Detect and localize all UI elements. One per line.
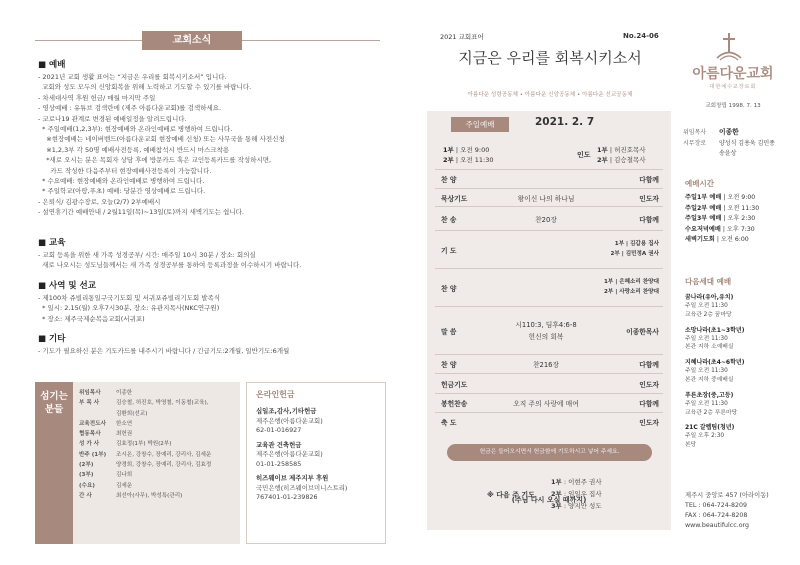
order-title: 찬 양 <box>441 176 457 184</box>
news-section-heading: ■ 교육 <box>38 238 66 248</box>
staff-names: 최헌권 <box>116 431 133 438</box>
prayer-row <box>551 488 602 500</box>
next-generation-group <box>685 423 744 450</box>
news-line-text: - 기도가 필요하신 분은 기도카드를 내주시기 바랍니다 / 긴급기도:2개월, 일반기도:6개월 <box>38 347 290 355</box>
church-name: 아름다운교회 <box>692 66 774 82</box>
order-content: 오직 주의 사랑에 매여 <box>513 400 579 408</box>
staff-row <box>79 409 237 419</box>
worship-date: 2021. 2. 7 <box>535 116 595 128</box>
news-line-text: - 차세대사역 후원 헌금/ 매월 마지막 주일 <box>38 93 156 102</box>
news-section <box>38 332 383 356</box>
order-title: 축 도 <box>441 419 457 427</box>
next-generation-detail: 교육관 2층 푸른마당 <box>685 409 738 416</box>
staff-role: 협동목사 <box>79 431 101 438</box>
order-title: 헌금기도 <box>441 380 468 389</box>
online-offering-account: 767401-01-239826 <box>256 493 318 501</box>
worship-times <box>443 145 494 165</box>
service-time-row <box>685 235 759 246</box>
news-section <box>38 279 383 324</box>
order-row <box>435 230 663 268</box>
service-times-title: 예배시간 <box>685 179 714 188</box>
staff-row <box>79 388 237 398</box>
elders-line-1: 양성식 김용욱 김민종 <box>719 139 775 147</box>
worship-time: | 오전 9:00 <box>453 146 490 154</box>
senior-pastor-label: 위임목사 <box>683 129 707 136</box>
news-line-text: ※현장예배는 네이버밴드(아름다운교회 현장예배 신청) 또는 사무국을 통해 사전신청 <box>38 135 285 144</box>
contact-line: FAX : 064-724-8208 <box>685 512 748 519</box>
invocation-row <box>597 145 646 155</box>
service-time: | 오후 2:30 <box>721 215 756 222</box>
prayer-part: 1부 <box>551 478 562 486</box>
worship-order-panel <box>427 111 671 530</box>
next-generation-name: 21C 갈렙팀(청년) <box>685 424 735 432</box>
next-generation-detail: 본관 지하 소예배실 <box>685 344 734 351</box>
news-line-text: * 장소: 제주국제순복음교회(서귀포) <box>38 314 145 323</box>
order-role <box>597 240 663 259</box>
order-title: 봉헌찬송 <box>441 400 468 408</box>
prayer-row <box>551 476 602 488</box>
staff-names: 김효정(1부) 박원(2부) <box>116 441 172 448</box>
invocation-row <box>597 155 646 165</box>
staff-row <box>79 481 237 491</box>
service-name: 수요저녁예배 <box>685 225 721 233</box>
next-generation-name: 지혜나라(초4~6학년) <box>685 359 745 367</box>
staff-role: (3부) <box>79 472 94 479</box>
staff-names: 조시온, 강창수, 장예리, 강리사, 김세운 <box>116 451 212 458</box>
staff-row <box>79 398 237 408</box>
service-time-row <box>685 225 759 236</box>
prayer-part: 2부 <box>551 490 562 498</box>
contact-line: www.beautifulcc.org <box>685 522 750 529</box>
service-time: | 오전 6:00 <box>714 236 749 243</box>
prayer-name: : 이현주 권사 <box>561 478 602 486</box>
next-generation-detail: 주일 오후 2:30 <box>685 433 725 440</box>
worship-part: 2부 <box>443 156 454 164</box>
staff-role: (2부) <box>79 462 94 469</box>
order-row <box>435 188 663 206</box>
next-generation-list <box>685 293 744 450</box>
order-role: 다함께 <box>639 361 659 369</box>
contact-line: 제주시 중앙로 457 (아라이동) <box>685 492 769 499</box>
order-title: 찬 송 <box>441 215 457 224</box>
news-line-text: - 설연휴기간 예배안내 / 2월11일(목)~13일(토)까지 새벽기도는 쉽니다. <box>38 208 244 217</box>
next-generation-title: 다음세대 예배 <box>685 277 732 286</box>
next-generation-detail: 본관 지하 중예배실 <box>685 376 734 383</box>
next-generation-detail: 주일 오전 11:30 <box>685 400 728 407</box>
order-role: 다함께 <box>639 176 659 184</box>
online-offering-account: 제주은행(아름다운교회) <box>256 416 323 425</box>
news-line-text: * 수요예배: 현장예배와 온라인예배로 병행하여 드립니다. <box>38 177 205 186</box>
news-line-text: ※1,2,3부 각 50명 예배사전등록, 예배참석시 반드시 마스크착용 <box>38 145 230 154</box>
staff-role: 성 가 사 <box>79 441 100 448</box>
invocation-name: | 허진호목사 <box>607 146 646 154</box>
church-missions: 아름다운 성령공동체 • 아름다운 신앙공동체 • 아름다운 선교공동체 <box>467 92 633 98</box>
service-time: | 오후 7:30 <box>720 225 755 233</box>
next-generation-group <box>685 391 744 418</box>
order-title: 묵상기도 <box>441 194 468 203</box>
service-times <box>685 178 759 246</box>
next-generation-name: 푸른초장(중,고등) <box>685 391 734 399</box>
order-row <box>435 412 663 431</box>
staff-names: 김나희 <box>116 472 133 479</box>
next-week-prayer-list <box>551 476 602 512</box>
invocation-part: 1부 <box>597 146 608 154</box>
service-time: | 오전 9:00 <box>721 194 756 201</box>
service-times-list <box>685 193 759 246</box>
next-generation-services <box>685 276 744 450</box>
next-generation-name: 꿈나라(유아,유치) <box>685 294 734 301</box>
order-title: 말 씀 <box>441 327 457 336</box>
prayer-row <box>551 500 602 512</box>
online-offering-account: 62-01-016927 <box>256 426 302 434</box>
service-time: | 오전 11:30 <box>721 204 760 212</box>
online-offering-name: 히즈웨이브 제주지부 후원 <box>256 474 329 482</box>
next-generation-group <box>685 358 744 385</box>
invocation-leaders <box>597 145 646 165</box>
order-role-line: 2부 | 사랑소리 찬양대 <box>603 288 659 295</box>
contact-line: TEL : 064-724-8209 <box>685 502 748 509</box>
next-generation-detail: 교육관 2층 꿈마당 <box>685 311 732 318</box>
staff-role: (수요) <box>79 482 95 489</box>
news-line-text: - 은퇴식/ 김광수장로, 오늘(2/7) 2부예배시 <box>38 197 161 206</box>
elders-line-2: 송윤상 <box>719 150 737 157</box>
worship-header <box>427 111 671 137</box>
news-line-text: * 주일학교(아땅,푸초) 예배: 당분간 영상예배로 드립니다. <box>38 187 206 196</box>
order-row <box>435 268 663 306</box>
news-section-heading: ■ 사역 및 선교 <box>38 281 96 291</box>
staff-panel-title: 섬기는 분들 <box>35 382 73 544</box>
news-line-text: - 영상예배 : 유튜브 검색란에 (제주 아름다운교회)를 검색하세요. <box>38 104 222 113</box>
staff-row <box>79 450 237 460</box>
church-motto: 지금은 우리를 회복시키소서 <box>458 49 642 67</box>
service-name: 주일2부 예배 <box>685 204 722 212</box>
benediction-note: (주님 다시 오실 때까지) <box>511 496 587 504</box>
news-line-text: - 제100차 쥬빌리통일구국기도회 및 서귀포쥬빌리기도회 발족식 <box>38 294 221 302</box>
staff-row <box>79 439 237 449</box>
service-time-row <box>685 204 759 215</box>
news-line-text: 새로 나오시는 성도님들께서는 새 가족 성경공부를 통하여 등록과정을 이수하시기 바랍니다. <box>38 261 302 270</box>
order-row <box>435 393 663 412</box>
order-row <box>435 306 663 354</box>
staff-names: 김환희(선교) <box>116 410 148 417</box>
service-name: 주일1부 예배 <box>685 194 722 201</box>
staff-role: 반주 (1부) <box>79 451 107 458</box>
next-generation-group <box>685 293 744 320</box>
next-generation-detail: 주일 오전 11:30 <box>685 368 728 375</box>
church-founded: 교회창립 1998. 7. 13 <box>705 103 761 109</box>
order-role: 다함께 <box>639 215 659 224</box>
news-line-text: 교회와 성도 모두의 신앙회복을 위해 노력하고 기도할 수 있기를 바랍니다. <box>38 83 252 92</box>
worship-time-row <box>443 155 494 165</box>
staff-row <box>79 491 237 501</box>
service-name: 새벽기도회 <box>685 236 715 243</box>
offering-note: 헌금은 들어오시면서 헌금함에 기도하시고 넣어 주세요. <box>447 444 652 461</box>
next-generation-detail: 주일 오전 11:30 <box>685 335 728 342</box>
staff-names: 김세운 <box>116 482 133 489</box>
order-role: 다함께 <box>639 400 659 408</box>
order-row <box>435 169 663 188</box>
order-role: 이종한목사 <box>626 327 659 336</box>
worship-part: 1부 <box>443 146 454 154</box>
elders-label: 시무장로 <box>683 139 707 147</box>
staff-names: 최선아(사무), 박성특(관리) <box>116 492 183 499</box>
service-name: 주일3부 예배 <box>685 215 722 222</box>
church-leaders <box>683 127 775 160</box>
staff-row <box>79 429 237 439</box>
order-content: 찬216장 <box>532 361 560 369</box>
news-line-text: - 교회 등록을 위한 새 가족 성경공부/ 시간: 매주일 10시 30분 / 장소: 회의실 <box>38 251 256 259</box>
order-content-line: 시110:3, 딤후4:6-8 <box>515 320 577 329</box>
news-line-text: - 2021년 교회 생활 표어는 “지금은 우리를 회복시키소서” 입니다. <box>38 73 227 81</box>
news-section-heading: ■ 기타 <box>38 334 66 344</box>
next-week-prayer-label: ※ 다음 주 기도 <box>487 491 535 499</box>
order-content-line: 헌신의 회복 <box>528 332 564 341</box>
next-generation-detail: 본당 <box>685 442 697 449</box>
order-row <box>435 354 663 373</box>
online-offering-group <box>256 407 376 436</box>
prayer-name: : 임일우 집사 <box>561 490 602 498</box>
order-content: 찬20장 <box>535 215 557 224</box>
church-contact <box>685 491 769 531</box>
staff-names: 한소연 <box>116 420 133 427</box>
next-generation-group <box>685 326 744 353</box>
online-offering-box <box>246 382 386 544</box>
news-line-text: *새로 오시는 분은 목회자 상담 후에 방문카드 혹은 교인등록카드를 작성하시면, <box>38 156 272 165</box>
order-content <box>495 319 597 343</box>
invocation-label: 인도 <box>577 151 591 159</box>
order-role: 인도자 <box>639 380 659 389</box>
staff-role: 교육전도사 <box>79 420 107 427</box>
worship-label: 주일예배 <box>451 117 509 132</box>
order-role-line: 1부 | 김갑용 집사 <box>614 241 659 247</box>
staff-names: 양경희, 강창수, 장예리, 강리사, 김효정 <box>116 462 212 469</box>
order-role <box>597 278 663 297</box>
news-section-heading: ■ 예배 <box>38 60 66 70</box>
online-offering-account: 01-01-258585 <box>256 459 302 468</box>
service-time-row <box>685 193 759 204</box>
staff-panel <box>35 382 240 544</box>
order-title: 찬 양 <box>441 361 457 369</box>
invocation-part: 2부 <box>597 156 608 164</box>
order-role-line: 1부 | 은혜소리 찬양대 <box>603 279 659 285</box>
online-offering-group <box>256 474 376 503</box>
church-denomination: 대한예수교장로회 <box>709 84 757 90</box>
order-of-service <box>435 169 663 431</box>
staff-role <box>79 409 116 419</box>
order-row <box>435 206 663 230</box>
online-offering-title: 온라인헌금 <box>256 390 295 399</box>
staff-list <box>79 388 237 501</box>
news-section <box>38 236 383 271</box>
news-section <box>38 58 383 218</box>
motto-year-label: 2021 교회표어 <box>440 33 484 41</box>
news-line-text: * 주일예배(1,2,3부): 현장예배와 온라인예배로 병행하여 드립니다. <box>38 125 233 134</box>
order-title: 찬 양 <box>441 284 457 293</box>
news-line-text: 카드 작성한 다음주부터 현장예배사전등록이 가능합니다. <box>38 166 212 175</box>
news-title: 교회소식 <box>142 31 242 50</box>
senior-pastor-name: 이종한 <box>719 128 739 136</box>
prayer-name: : 양지안 성도 <box>561 502 602 510</box>
staff-role: 간 사 <box>79 492 92 499</box>
online-offering-group <box>256 441 376 470</box>
order-role: 인도자 <box>639 194 659 203</box>
prayer-part: 3부 <box>551 502 562 510</box>
staff-row <box>79 470 237 480</box>
news-line-text: - 코로나19 관계로 변경된 예배일정을 알려드립니다. <box>38 114 187 123</box>
online-offering-name: 십일조,감사,기타헌금 <box>256 407 317 415</box>
order-content: 왕이신 나의 하나님 <box>517 194 575 203</box>
order-role-line: 2부 | 김민정A 권사 <box>610 250 659 257</box>
staff-role: 부 목 사 <box>79 400 100 407</box>
staff-names: 이종한 <box>116 390 133 396</box>
order-role: 인도자 <box>639 419 659 427</box>
invocation-name: | 김승철목사 <box>607 156 646 164</box>
worship-time: | 오전 11:30 <box>453 156 494 164</box>
staff-row <box>79 460 237 470</box>
service-time-row <box>685 214 759 225</box>
church-cross-logo-icon <box>716 33 742 61</box>
next-generation-detail: 주일 오전 11:30 <box>685 303 728 309</box>
order-row <box>435 373 663 393</box>
online-offering-name: 교육관 건축헌금 <box>256 440 302 449</box>
staff-names: 김승철, 허진호, 박영철, 이동철(교육), <box>116 400 209 407</box>
next-generation-name: 소망나라(초1~3학년) <box>685 326 745 334</box>
online-offering-account: 국민은행(히즈웨이브미니스트리) <box>256 483 348 492</box>
worship-time-row <box>443 145 494 155</box>
staff-role: 위임목사 <box>79 390 101 396</box>
news-line-text: * 일시: 2.15(월) 오후7시30분, 장소: 유관지목사(NKC연구원) <box>38 304 220 313</box>
issue-number: No.24-06 <box>623 32 659 40</box>
online-offering-groups <box>256 407 376 503</box>
order-title: 기 도 <box>441 246 457 255</box>
online-offering-account: 제주은행(아름다운교회) <box>256 450 323 458</box>
staff-row <box>79 419 237 429</box>
